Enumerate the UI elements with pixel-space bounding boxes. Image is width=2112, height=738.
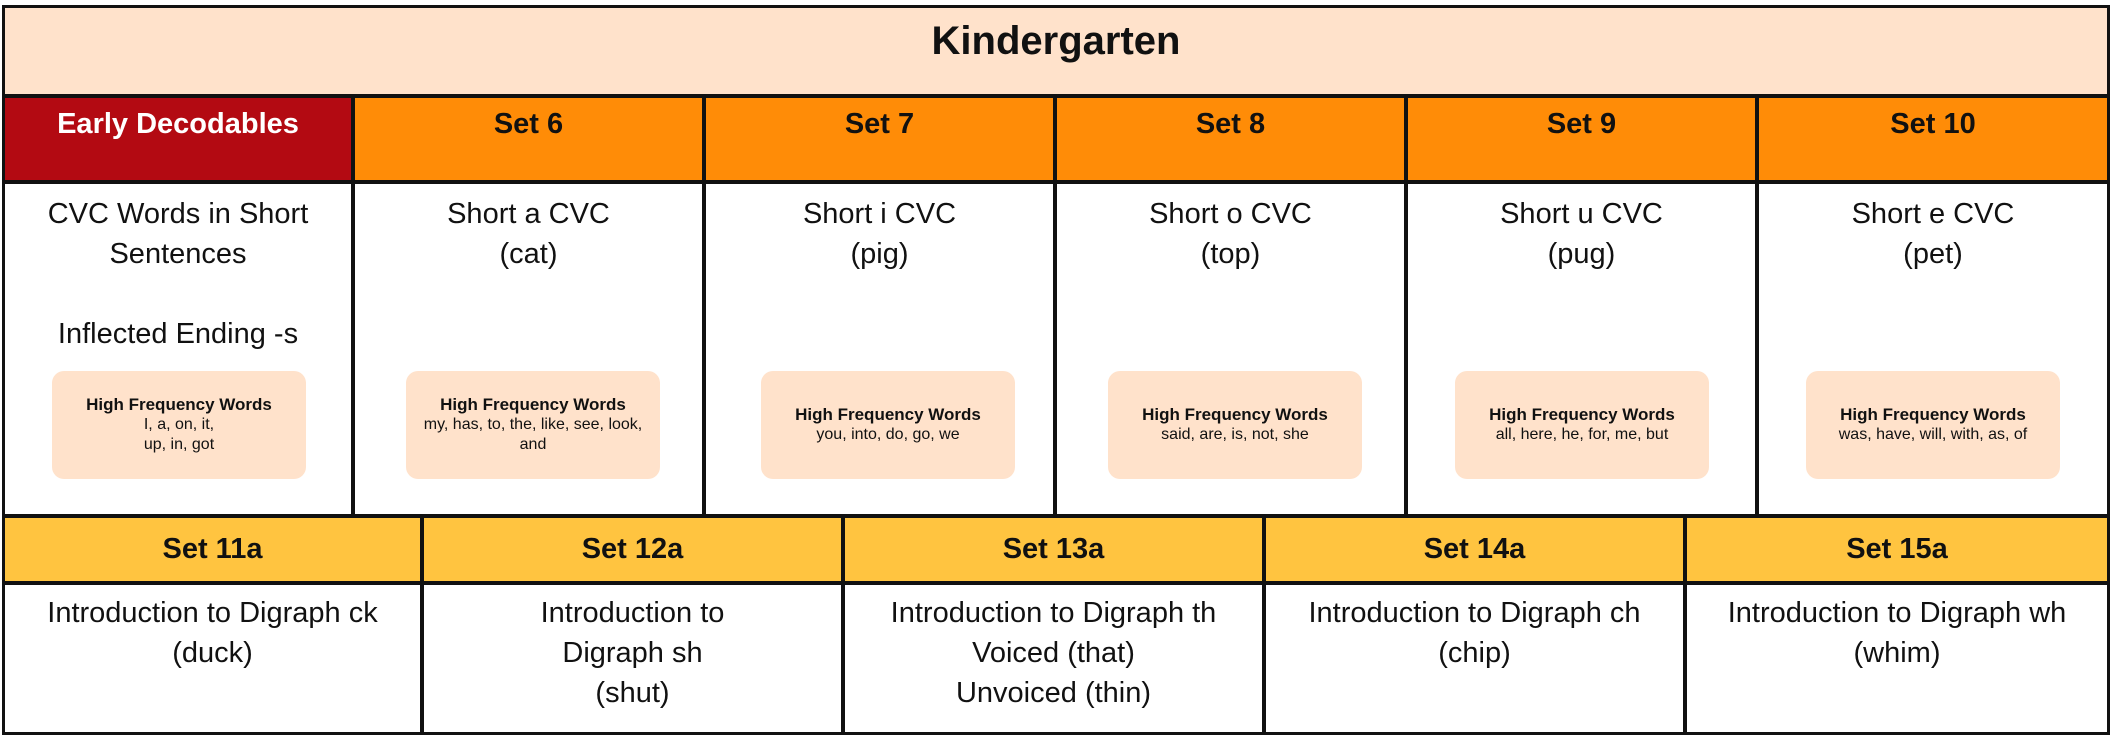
description-line: Inflected Ending -s <box>57 318 299 350</box>
description-line: (pig) <box>850 238 909 270</box>
description-line: Introduction to Digraph ch <box>1308 597 1641 629</box>
cell-set-9 <box>1405 181 1758 517</box>
hfw-line: you, into, do, go, we <box>816 426 960 443</box>
hfw-title: High Frequency Words <box>1142 405 1328 424</box>
hfw-line: said, are, is, not, she <box>1161 426 1309 443</box>
hfw-title: High Frequency Words <box>1840 405 2026 424</box>
high-frequency-words-box <box>406 371 660 479</box>
description-line: Sentences <box>109 238 247 270</box>
description-line: Digraph sh <box>562 637 703 669</box>
hfw-line: I, a, on, it, <box>143 416 215 433</box>
cell-set-15a <box>1684 582 2110 735</box>
hfw-line: all, here, he, for, me, but <box>1495 426 1669 443</box>
description-line: Introduction to <box>540 597 725 629</box>
description-line: (cat) <box>499 238 558 270</box>
description-line: Introduction to Digraph ck <box>47 597 378 629</box>
cell-set-7 <box>703 181 1056 517</box>
page-title: Kindergarten <box>2 5 2110 97</box>
header-set-11a: Set 11a <box>2 515 423 584</box>
description-line: Introduction to Digraph th <box>890 597 1217 629</box>
header-early-decodables: Early Decodables <box>2 95 354 183</box>
hfw-title: High Frequency Words <box>1489 405 1675 424</box>
high-frequency-words-box <box>761 371 1015 479</box>
cell-set-13a <box>842 582 1265 735</box>
header-set-7: Set 7 <box>703 95 1056 183</box>
hfw-title: High Frequency Words <box>795 405 981 424</box>
description-line: CVC Words in Short <box>47 198 309 230</box>
description-line: Short i CVC <box>802 198 957 230</box>
description-line: (pet) <box>1903 238 1963 270</box>
cell-set-8 <box>1054 181 1407 517</box>
description-line: Voiced (that) <box>972 637 1135 669</box>
hfw-line: my, has, to, the, like, see, look, <box>423 416 643 433</box>
high-frequency-words-box <box>1806 371 2060 479</box>
description-line: (shut) <box>595 677 670 709</box>
description-line: Unvoiced (thin) <box>955 677 1152 709</box>
cell-set-11a <box>2 582 423 735</box>
hfw-title: High Frequency Words <box>86 395 272 414</box>
hfw-title: High Frequency Words <box>440 395 626 414</box>
description-line: (chip) <box>1438 637 1511 669</box>
cell-description <box>706 194 1053 274</box>
description-spacer <box>5 274 351 314</box>
cell-set-14a <box>1263 582 1686 735</box>
description-line: (whim) <box>1853 637 1941 669</box>
header-set-9: Set 9 <box>1405 95 1758 183</box>
description-line: (duck) <box>172 637 253 669</box>
high-frequency-words-box <box>1455 371 1709 479</box>
hfw-line: was, have, will, with, as, of <box>1838 426 2028 443</box>
description-line: Short o CVC <box>1149 198 1312 230</box>
cell-description <box>1687 593 2107 673</box>
header-set-15a: Set 15a <box>1684 515 2110 584</box>
cell-description <box>1057 194 1404 274</box>
cell-set-12a <box>421 582 844 735</box>
cell-description <box>1266 593 1683 673</box>
cell-description <box>5 194 351 354</box>
cell-description <box>424 593 841 713</box>
description-line: Short u CVC <box>1500 198 1663 230</box>
header-set-12a: Set 12a <box>421 515 844 584</box>
description-line: (top) <box>1200 238 1261 270</box>
header-set-8: Set 8 <box>1054 95 1407 183</box>
cell-set-6 <box>352 181 705 517</box>
cell-description <box>1408 194 1755 274</box>
header-set-6: Set 6 <box>352 95 705 183</box>
description-line: Introduction to Digraph wh <box>1727 597 2067 629</box>
header-set-13a: Set 13a <box>842 515 1265 584</box>
hfw-line: up, in, got <box>143 436 215 453</box>
cell-description <box>1759 194 2107 274</box>
cell-description <box>355 194 702 274</box>
description-line: Short a CVC <box>447 198 610 230</box>
high-frequency-words-box <box>52 371 306 479</box>
high-frequency-words-box <box>1108 371 1362 479</box>
cell-early-decodables <box>2 181 354 517</box>
cell-description <box>5 593 420 673</box>
header-set-10: Set 10 <box>1756 95 2110 183</box>
cell-set-10 <box>1756 181 2110 517</box>
description-line: (pug) <box>1547 238 1616 270</box>
header-set-14a: Set 14a <box>1263 515 1686 584</box>
description-line: Short e CVC <box>1851 198 2015 230</box>
hfw-line: and <box>519 436 547 453</box>
cell-description <box>845 593 1262 713</box>
